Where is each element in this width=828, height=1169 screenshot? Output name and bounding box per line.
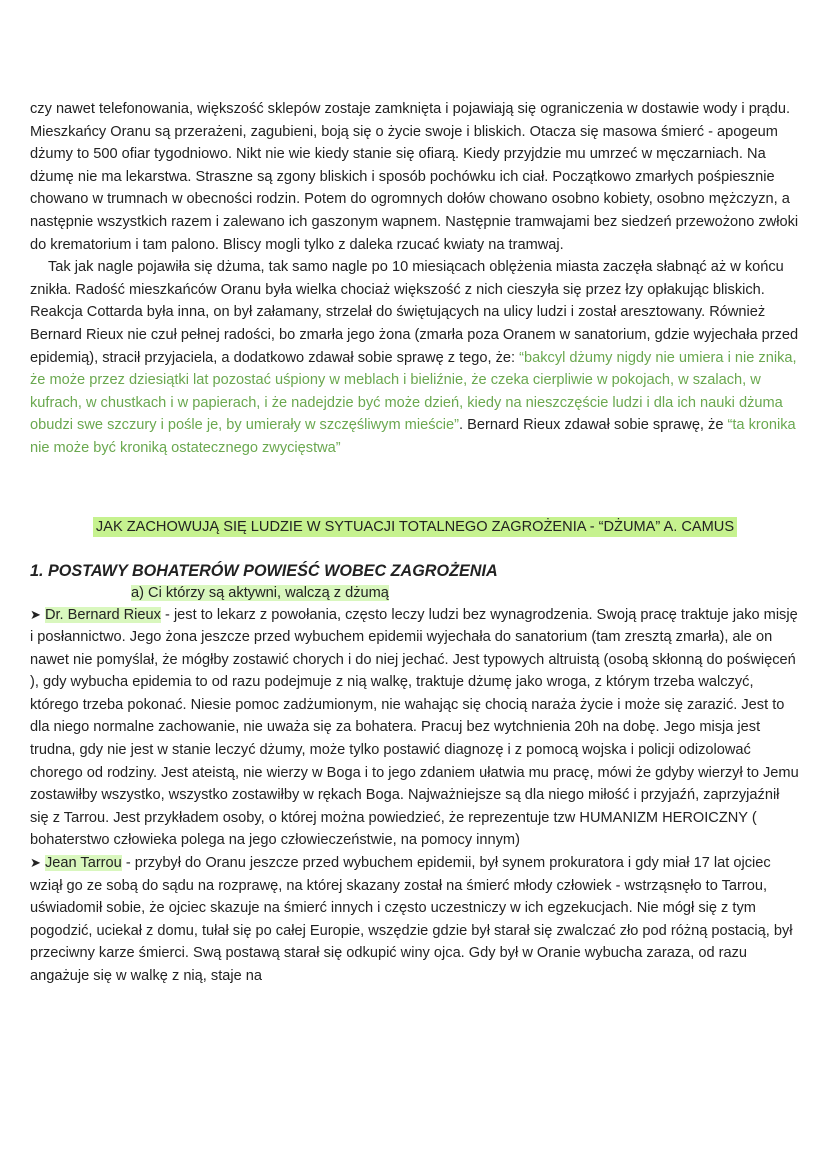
paragraph-tarrou <box>30 852 800 988</box>
paragraph-text: . Bernard Rieux zdawał sobie sprawę, że <box>459 417 728 434</box>
document-page <box>30 98 800 988</box>
arrow-bullet-icon: ➤ <box>30 855 41 871</box>
paragraph-plague-end <box>30 256 800 459</box>
quote-chronicle: “ta kronika nie może być kroniką ostatecznego zwycięstwa” <box>30 417 796 456</box>
paragraph-rieux <box>30 604 800 853</box>
subheading-active: a) Ci którzy są aktywni, walczą z dżumą <box>131 584 389 601</box>
section-title: JAK ZACHOWUJĄ SIĘ LUDZIE W SYTUACJI TOTALNEGO ZAGROŻENIA - “DŻUMA” A. CAMUS <box>30 516 800 538</box>
paragraph-plague-description: czy nawet telefonowania, większość sklepów zostaje zamknięta i pojawiają się ograniczenia w dostawie wody i prądu. Mieszkańcy Oranu są przerażeni, zagubieni, boją się o życie swoje i bliskich. Otacza się masowa śmierć - apogeum dżumy to 500 ofiar tygodniowo. Nikt nie wie kiedy stanie się ofiarą. Kiedy przyjdzie mu umrzeć w męczarniach. Na dżumę nie ma lekarstwa. Straszne są zgony bliskich i sposób pochówku ich ciał. Początkowo zmarłych pośpiesznie chowano w trumnach w obecności rodzin. Potem do ogromnych dołów chowano osobno kobiety, osobno mężczyzn, a następnie wszystkich razem i zalewano ich gaszonym wapnem. Następnie tramwajami bez siedzeń przewożono zwłoki do krematorium i tam palono. Bliscy mogli tylko z daleka rzucać kwiaty na tramwaj. <box>30 101 799 253</box>
paragraph-text: Tak jak nagle pojawiła się dżuma, tak samo nagle po 10 miesiącach oblężenia miasta zaczęła słabnąć aż w końcu znikła. Radość mieszkańców Oranu była wielka chociaż większość z nich cieszyła się przez łzy opłakując bliskich. Reakcja Cottarda była inna, on był załamany, strzelał do świętujących na ulicy ludzi i został aresztowany. Również Bernard Rieux nie czuł pełnej radości, bo zmarła jego żona (zmarła poza Oranem w sanatorium, gdzie wyjechała przed epidemią), stracił przyjaciela, a dodatkowo zdawał sobie sprawę z tego, że: <box>30 259 799 366</box>
name-rieux: Dr. Bernard Rieux <box>44 606 161 623</box>
name-tarrou: Jean Tarrou <box>44 855 122 872</box>
paragraph-text: - przybył do Oranu jeszcze przed wybuchem epidemii, był synem prokuratora i gdy miał 17 lat ojciec wziął go ze sobą do sądu na rozprawę, na której skazany został na śmierć młody człowiek - wstrząsnęło to Tarrou, uświadomił sobie, że ojciec skazuje na śmierć innych i często uczestniczy w ich egzekucjach. Nie mógł się z tym pogodzić, uciekał z domu, tułał się po całej Europie, wszędzie gdzie był starał się zwalczać zło pod różną postacią, był przeciwny karze śmierci. Swą postawą starał się odkupić winy ojca. Gdy był w Oranie wybucha zaraza, od razu angażuje się w walkę z nią, staje na <box>30 855 793 984</box>
quote-bacillus: “bakcyl dżumy nigdy nie umiera i nie znika, że może przez dziesiątki lat pozostać uśpiony w meblach i bieliźnie, że czeka cierpliwie w pokojach, w szalach, w kufrach, w chustkach i w papierach, i że nadejdzie być może dzień, kiedy na nieszczęście ludzi i dla ich nauki dżuma obudzi swe szczury i pośle je, by umierały w szczęśliwym mieście” <box>30 349 797 434</box>
arrow-bullet-icon: ➤ <box>30 606 41 622</box>
heading-attitudes: 1. POSTAWY BOHATERÓW POWIEŚĆ WOBEC ZAGROŻENIA <box>30 561 498 580</box>
paragraph-text: - jest to lekarz z powołania, często leczy ludzi bez wynagrodzenia. Swoją pracę traktuje jako misję i posłannictwo. Jego żona jeszcze przed wybuchem epidemii wyjechała do sanatorium (tam zresztą zmarła), ale on nawet nie pomyślał, że mógłby zostawić chorych i do niej jechać. Jest typowych altruistą (osobą skłonną do poświęceń ), gdy wybucha epidemia to od razu podejmuje z nią walkę, traktuje dżumę jako wroga, z którym trzeba walczyć, którego trzeba pokonać. Niesie pomoc zadżumionym, nie wahając się chocią naraża życie i może się zarazić. Jest to dla niego normalne zachowanie, nie uważa się za bohatera. Pracuj bez wytchnienia 20h na dobę. Jego misja jest trudna, gdy nie jest w stanie leczyć dżumy, może tylko postawić diagnozę i z pomocą wojska i policji odizolować chorego od rodziny. Jest ateistą, nie wierzy w Boga i to jego zdaniem ułatwia mu pracę, mówi że gdyby wierzył to Jemu zostawiłby wszystko, wszystko zostawiłby w rękach Boga. Najważniejsze są dla niego miłość i przyjaźń, zaprzyjaźnił się z Tarrou. Jest przykładem osoby, o której można powiedzieć, że reprezentuje tzw HUMANIZM HEROICZNY ( bohaterstwo człowieka polega na jego człowieczeństwie, na pomocy innym) <box>30 606 799 849</box>
